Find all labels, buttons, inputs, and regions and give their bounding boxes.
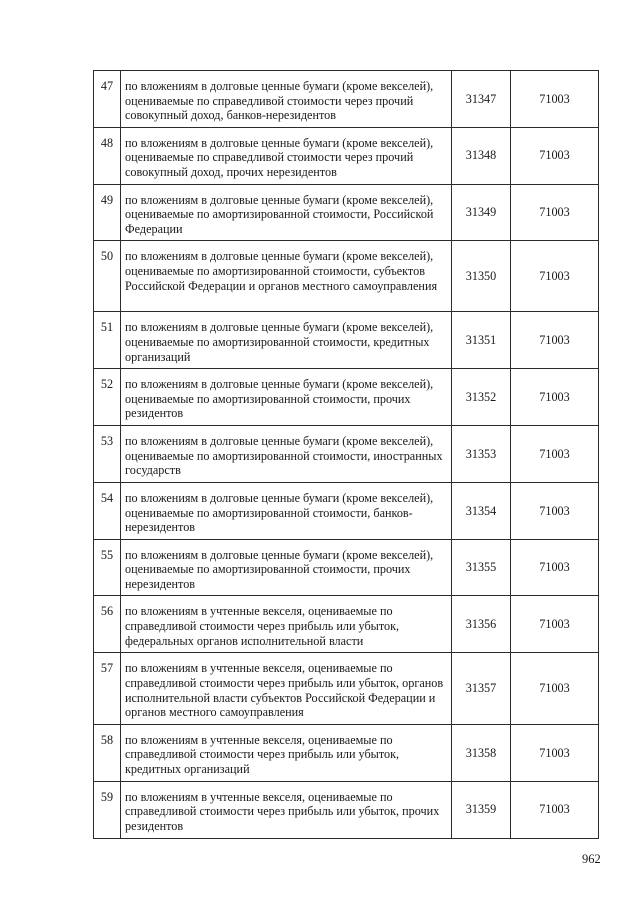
table-row — [94, 127, 599, 184]
table-row — [94, 781, 599, 838]
row-account-number: 71003 — [511, 781, 599, 838]
row-number: 48 — [94, 127, 121, 184]
table-row — [94, 71, 599, 128]
row-account-number: 71003 — [511, 71, 599, 128]
row-description: по вложениям в учтенные векселя, оцениваемые по справедливой стоимости через прибыль или убыток, федеральных органов исполнительной власти — [121, 596, 452, 653]
row-account-number: 71003 — [511, 127, 599, 184]
row-number: 47 — [94, 71, 121, 128]
row-account-number: 71003 — [511, 184, 599, 241]
row-symbol-code: 31354 — [452, 482, 511, 539]
table-row — [94, 653, 599, 724]
table-body — [94, 71, 599, 839]
row-symbol-code: 31355 — [452, 539, 511, 596]
row-symbol-code: 31357 — [452, 653, 511, 724]
row-description: по вложениям в долговые ценные бумаги (кроме векселей), оцениваемые по амортизированной стоимости, прочих нерезидентов — [121, 539, 452, 596]
row-description: по вложениям в долговые ценные бумаги (кроме векселей), оцениваемые по амортизированной стоимости, Российской Федерации — [121, 184, 452, 241]
row-account-number: 71003 — [511, 241, 599, 312]
table-row — [94, 184, 599, 241]
row-description: по вложениям в долговые ценные бумаги (кроме векселей), оцениваемые по амортизированной стоимости, иностранных государств — [121, 425, 452, 482]
row-account-number: 71003 — [511, 369, 599, 426]
table-row — [94, 369, 599, 426]
row-number: 54 — [94, 482, 121, 539]
row-number: 56 — [94, 596, 121, 653]
row-symbol-code: 31349 — [452, 184, 511, 241]
row-number: 49 — [94, 184, 121, 241]
row-number: 57 — [94, 653, 121, 724]
row-number: 55 — [94, 539, 121, 596]
table-row — [94, 724, 599, 781]
row-description: по вложениям в учтенные векселя, оцениваемые по справедливой стоимости через прибыль или убыток, прочих резидентов — [121, 781, 452, 838]
row-account-number: 71003 — [511, 425, 599, 482]
row-account-number: 71003 — [511, 539, 599, 596]
row-description: по вложениям в долговые ценные бумаги (кроме векселей), оцениваемые по амортизированной стоимости, банков-нерезидентов — [121, 482, 452, 539]
row-account-number: 71003 — [511, 482, 599, 539]
table-row — [94, 539, 599, 596]
row-symbol-code: 31350 — [452, 241, 511, 312]
row-description: по вложениям в долговые ценные бумаги (кроме векселей), оцениваемые по амортизированной стоимости, субъектов Российской Федерации и органов местного самоуправления — [121, 241, 452, 312]
row-account-number: 71003 — [511, 312, 599, 369]
row-symbol-code: 31353 — [452, 425, 511, 482]
row-symbol-code: 31356 — [452, 596, 511, 653]
row-symbol-code: 31347 — [452, 71, 511, 128]
row-account-number: 71003 — [511, 596, 599, 653]
row-number: 53 — [94, 425, 121, 482]
row-description: по вложениям в долговые ценные бумаги (кроме векселей), оцениваемые по амортизированной стоимости, прочих резидентов — [121, 369, 452, 426]
row-symbol-code: 31352 — [452, 369, 511, 426]
accounts-table — [93, 70, 599, 839]
row-symbol-code: 31359 — [452, 781, 511, 838]
row-description: по вложениям в долговые ценные бумаги (кроме векселей), оцениваемые по справедливой стоимости через прочий совокупный доход, банков-нерезидентов — [121, 71, 452, 128]
row-account-number: 71003 — [511, 653, 599, 724]
row-description: по вложениям в долговые ценные бумаги (кроме векселей), оцениваемые по справедливой стоимости через прочий совокупный доход, прочих нерезидентов — [121, 127, 452, 184]
row-symbol-code: 31351 — [452, 312, 511, 369]
row-number: 52 — [94, 369, 121, 426]
row-description: по вложениям в учтенные векселя, оцениваемые по справедливой стоимости через прибыль или убыток, органов исполнительной власти субъектов Российской Федерации и органов местного самоуправления — [121, 653, 452, 724]
table-row — [94, 596, 599, 653]
row-number: 58 — [94, 724, 121, 781]
row-symbol-code: 31348 — [452, 127, 511, 184]
row-number: 51 — [94, 312, 121, 369]
table-row — [94, 425, 599, 482]
row-account-number: 71003 — [511, 724, 599, 781]
page-number: 962 — [582, 852, 601, 866]
row-description: по вложениям в учтенные векселя, оцениваемые по справедливой стоимости через прибыль или убыток, кредитных организаций — [121, 724, 452, 781]
table-row — [94, 241, 599, 312]
row-number: 59 — [94, 781, 121, 838]
row-number: 50 — [94, 241, 121, 312]
row-symbol-code: 31358 — [452, 724, 511, 781]
row-description: по вложениям в долговые ценные бумаги (кроме векселей), оцениваемые по амортизированной стоимости, кредитных организаций — [121, 312, 452, 369]
table-row — [94, 482, 599, 539]
table-row — [94, 312, 599, 369]
